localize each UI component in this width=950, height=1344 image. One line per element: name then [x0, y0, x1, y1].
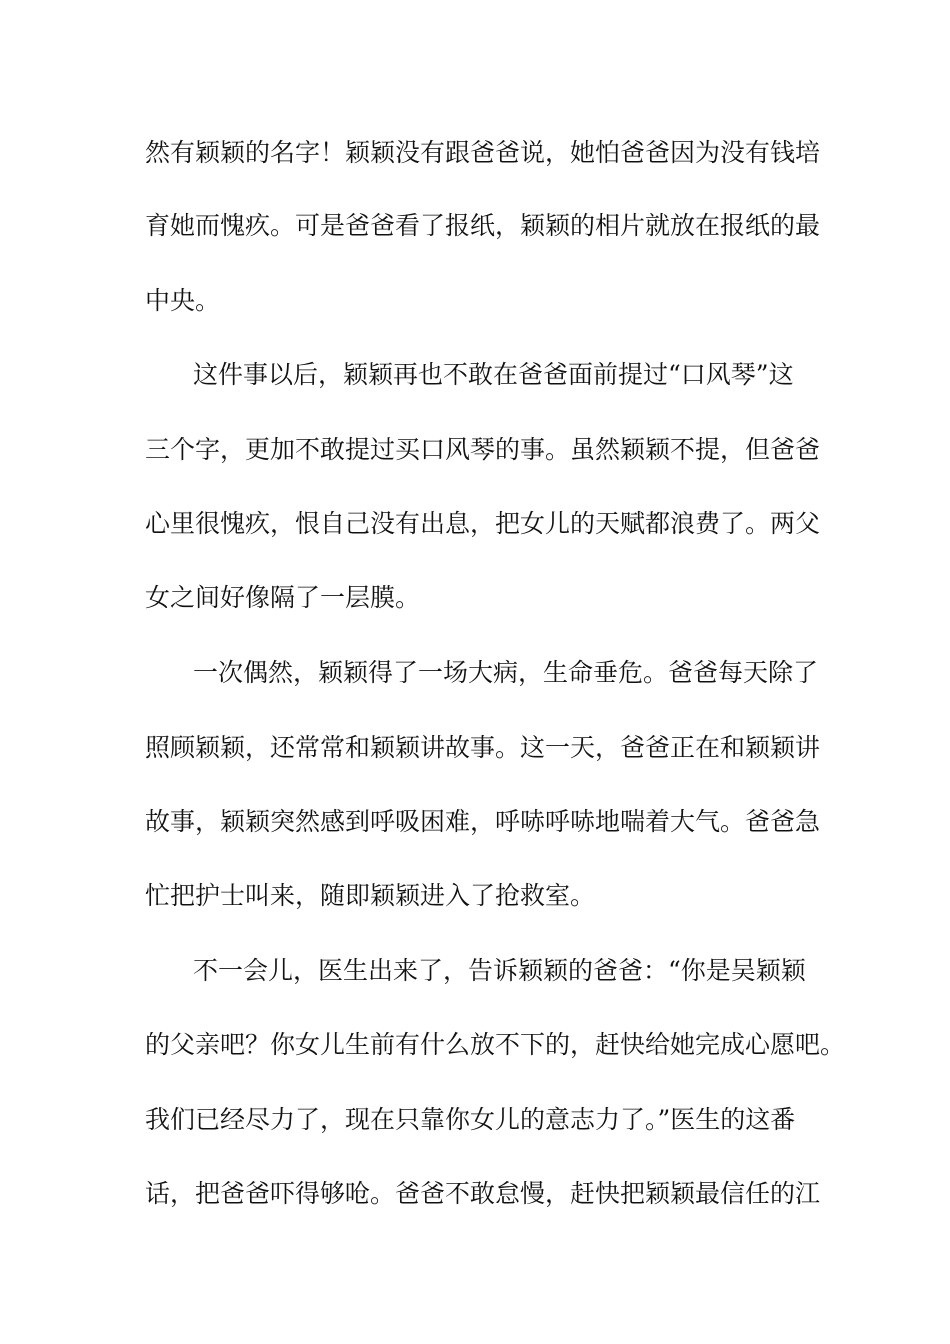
paragraph-first-line: 一次偶然，颖颖得了一场大病，生命垂危。爸爸每天除了 — [193, 658, 819, 687]
text-line: 我们已经尽力了，现在只靠你女儿的意志力了。”医生的这番 — [145, 1105, 796, 1134]
text-line: 然有颖颖的名字！颖颖没有跟爸爸说，她怕爸爸因为没有钱培 — [145, 138, 821, 167]
text-line: 话，把爸爸吓得够呛。爸爸不敢怠慢，赶快把颖颖最信任的江 — [145, 1179, 821, 1208]
paragraph-first-line: 不一会儿，医生出来了，告诉颖颖的爸爸：“你是吴颖颖 — [193, 956, 806, 985]
text-line: 的父亲吧？你女儿生前有什么放不下的，赶快给她完成心愿吧。 — [145, 1030, 846, 1059]
text-line: 育她而愧疚。可是爸爸看了报纸，颖颖的相片就放在报纸的最 — [145, 211, 821, 240]
text-line: 三个字，更加不敢提过买口风琴的事。虽然颖颖不提，但爸爸 — [145, 435, 821, 464]
text-line: 故事，颖颖突然感到呼吸困难，呼哧呼哧地喘着大气。爸爸急 — [145, 807, 821, 836]
text-line: 忙把护士叫来，随即颖颖进入了抢救室。 — [145, 881, 596, 910]
text-line: 照顾颖颖，还常常和颖颖讲故事。这一天，爸爸正在和颖颖讲 — [145, 733, 821, 762]
paragraph-first-line: 这件事以后，颖颖再也不敢在爸爸面前提过“口风琴”这 — [193, 360, 794, 389]
text-line: 心里很愧疚，恨自己没有出息，把女儿的天赋都浪费了。两父 — [145, 509, 821, 538]
text-line: 女之间好像隔了一层膜。 — [145, 583, 421, 612]
text-line: 中央。 — [145, 286, 221, 315]
